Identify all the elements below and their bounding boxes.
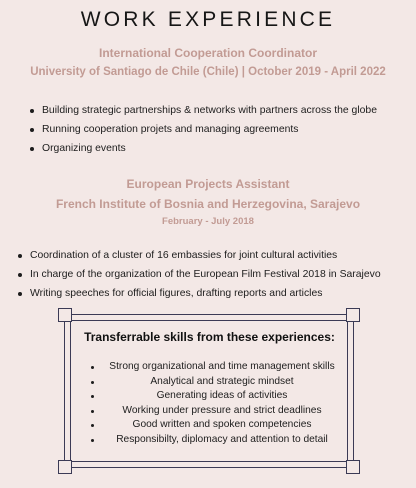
frame-corner-ornament: [346, 308, 360, 322]
job-1-title: International Cooperation Coordinator: [99, 46, 317, 60]
skill-item: Working under pressure and strict deadlines: [96, 404, 348, 419]
skill-item: Analytical and strategic mindset: [96, 375, 348, 390]
skill-item: Responsibilty, diplomacy and attention to detail: [96, 433, 348, 448]
skills-title: Transferrable skills from these experiences:: [84, 330, 335, 344]
skill-item: Generating ideas of activities: [96, 389, 348, 404]
list-item: Building strategic partnerships & networks with partners across the globe: [30, 101, 377, 120]
list-item: Organizing events: [30, 139, 377, 158]
skills-list: [96, 360, 348, 448]
frame-corner-ornament: [58, 308, 72, 322]
job-1-bullet-list: [30, 101, 377, 158]
list-item: Running cooperation projets and managing agreements: [30, 120, 377, 139]
job-2-organization: French Institute of Bosnia and Herzegovina, Sarajevo: [55, 197, 361, 211]
job-1-organization: University of Santiago de Chile (Chile) | October 2019 - April 2022: [30, 66, 386, 78]
skill-item: Good written and spoken competencies: [96, 418, 348, 433]
list-item: Writing speeches for official figures, drafting reports and articles: [18, 284, 381, 303]
job-2-bullet-list: [18, 246, 381, 303]
job-2-dates: February - July 2018: [162, 216, 254, 227]
list-item: In charge of the organization of the European Film Festival 2018 in Sarajevo: [18, 265, 381, 284]
frame-corner-ornament: [58, 460, 72, 474]
list-item: Coordination of a cluster of 16 embassies for joint cultural activities: [18, 246, 381, 265]
skill-item: Strong organizational and time management skills: [96, 360, 348, 375]
job-2-title: European Projects Assistant: [126, 177, 290, 191]
section-heading: WORK EXPERIENCE: [80, 8, 336, 31]
frame-corner-ornament: [346, 460, 360, 474]
